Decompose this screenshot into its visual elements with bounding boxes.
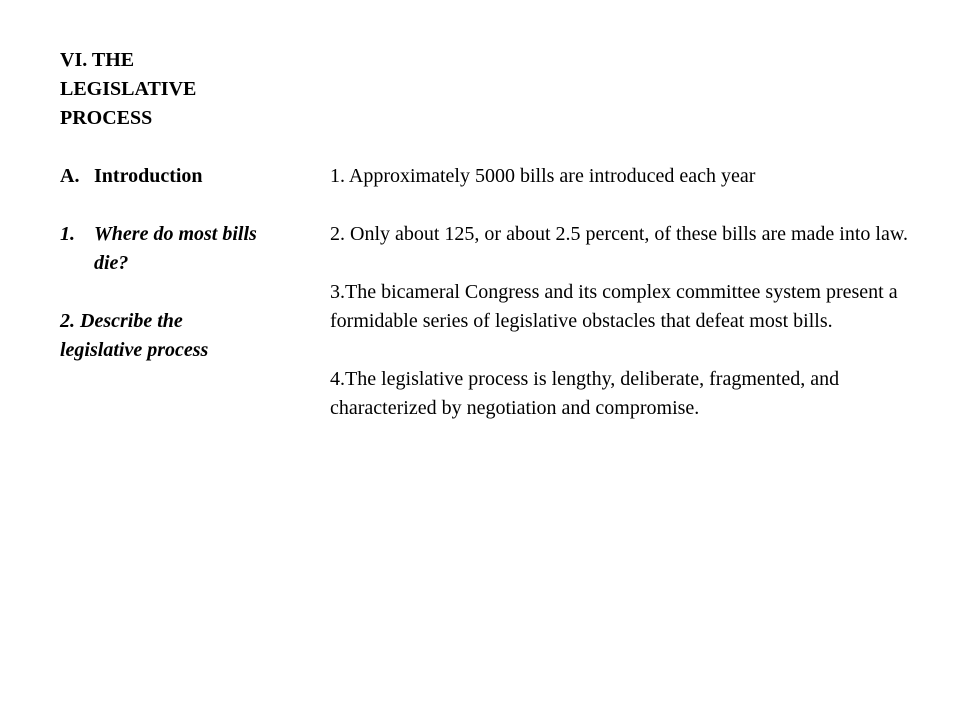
section-heading	[60, 162, 320, 191]
question-1	[60, 220, 320, 278]
section-marker: A.	[60, 165, 80, 187]
question-1-marker: 1.	[60, 223, 75, 245]
question-2: 2. Describe the legislative process	[60, 310, 209, 361]
point-1: 1. Approximately 5000 bills are introduced each year	[330, 165, 756, 187]
outline-column	[60, 46, 320, 365]
question-1-text: Where do most bills die?	[94, 223, 257, 274]
points-column	[330, 162, 920, 452]
point-3: 3.The bicameral Congress and its complex committee system present a formidable series of legislative obstacles that defeat most bills.	[330, 281, 898, 332]
section-label: Introduction	[94, 165, 203, 187]
point-2: 2. Only about 125, or about 2.5 percent, of these bills are made into law.	[330, 223, 908, 245]
point-4: 4.The legislative process is lengthy, deliberate, fragmented, and characterized by negotiation and compromise.	[330, 368, 840, 419]
slide-title: VI. THE LEGISLATIVE PROCESS	[60, 49, 197, 129]
